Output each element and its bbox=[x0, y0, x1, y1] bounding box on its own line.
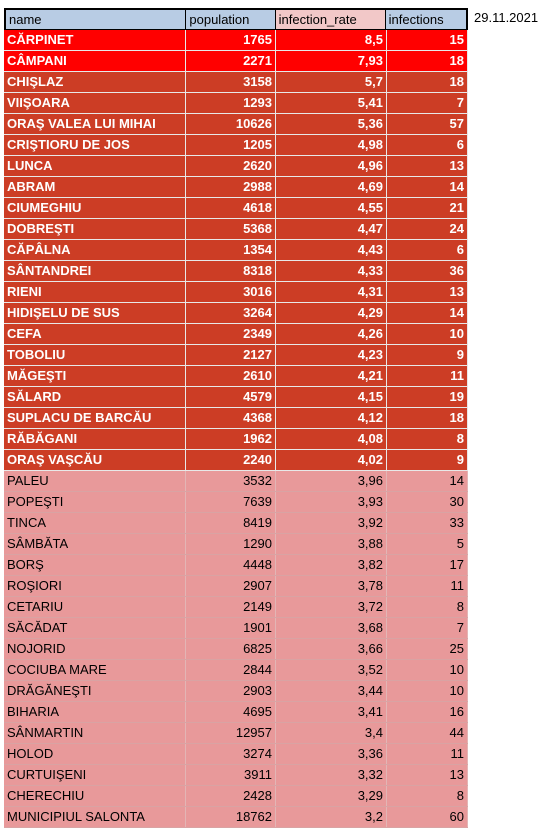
cell-name[interactable]: CIUMEGHIU bbox=[4, 198, 186, 218]
cell-name[interactable]: CĂPÂLNA bbox=[4, 240, 186, 260]
table-row bbox=[4, 261, 468, 282]
cell-infection-rate[interactable]: 3,4 bbox=[276, 723, 387, 743]
cell-infection-rate[interactable]: 4,23 bbox=[276, 345, 387, 365]
cell-infections[interactable]: 9 bbox=[387, 450, 468, 470]
cell-population[interactable]: 18762 bbox=[186, 807, 276, 827]
cell-infection-rate[interactable]: 4,33 bbox=[276, 261, 387, 281]
cell-name[interactable]: SUPLACU DE BARCĂU bbox=[4, 408, 186, 428]
cell-population[interactable]: 10626 bbox=[186, 114, 276, 134]
cell-population[interactable]: 2907 bbox=[186, 576, 276, 596]
table-row bbox=[4, 618, 468, 639]
cell-population[interactable]: 2271 bbox=[186, 51, 276, 71]
cell-infections[interactable]: 11 bbox=[387, 744, 468, 764]
cell-population[interactable]: 1293 bbox=[186, 93, 276, 113]
cell-name[interactable]: SÂNTANDREI bbox=[4, 261, 186, 281]
cell-infections[interactable]: 57 bbox=[387, 114, 468, 134]
table-row bbox=[4, 156, 468, 177]
cell-population[interactable]: 1290 bbox=[186, 534, 276, 554]
cell-infections[interactable]: 25 bbox=[387, 639, 468, 659]
cell-population[interactable]: 1901 bbox=[186, 618, 276, 638]
table-row bbox=[4, 408, 468, 429]
cell-name[interactable]: SÂMBĂTA bbox=[4, 534, 186, 554]
cell-infection-rate[interactable]: 4,96 bbox=[276, 156, 387, 176]
cell-population[interactable]: 4618 bbox=[186, 198, 276, 218]
table-row bbox=[4, 324, 468, 345]
cell-infections[interactable]: 18 bbox=[387, 72, 468, 92]
cell-name[interactable]: SĂCĂDAT bbox=[4, 618, 186, 638]
table-row bbox=[4, 135, 468, 156]
cell-population[interactable]: 2844 bbox=[186, 660, 276, 680]
cell-infection-rate[interactable]: 3,36 bbox=[276, 744, 387, 764]
cell-infection-rate[interactable]: 5,7 bbox=[276, 72, 387, 92]
cell-name[interactable]: DRĂGĂNEŞTI bbox=[4, 681, 186, 701]
cell-population[interactable]: 2903 bbox=[186, 681, 276, 701]
cell-infections[interactable]: 9 bbox=[387, 345, 468, 365]
cell-name[interactable]: SĂLARD bbox=[4, 387, 186, 407]
cell-population[interactable]: 8318 bbox=[186, 261, 276, 281]
cell-infections[interactable]: 10 bbox=[387, 681, 468, 701]
cell-name[interactable]: ORAŞ VAŞCĂU bbox=[4, 450, 186, 470]
cell-infection-rate[interactable]: 3,96 bbox=[276, 471, 387, 491]
cell-infections[interactable]: 14 bbox=[387, 303, 468, 323]
cell-name[interactable]: BORŞ bbox=[4, 555, 186, 575]
cell-name[interactable]: CÂMPANI bbox=[4, 51, 186, 71]
table-row bbox=[4, 303, 468, 324]
cell-name[interactable]: COCIUBA MARE bbox=[4, 660, 186, 680]
cell-infection-rate[interactable]: 3,52 bbox=[276, 660, 387, 680]
cell-infections[interactable]: 18 bbox=[387, 408, 468, 428]
table-body bbox=[4, 30, 468, 828]
cell-infection-rate[interactable]: 3,44 bbox=[276, 681, 387, 701]
cell-infections[interactable]: 16 bbox=[387, 702, 468, 722]
cell-infections[interactable]: 14 bbox=[387, 471, 468, 491]
table-row bbox=[4, 282, 468, 303]
table-row bbox=[4, 93, 468, 114]
cell-infection-rate[interactable]: 8,5 bbox=[276, 30, 387, 50]
cell-name[interactable]: CĂRPINET bbox=[4, 30, 186, 50]
cell-infection-rate[interactable]: 3,72 bbox=[276, 597, 387, 617]
table-row bbox=[4, 513, 468, 534]
cell-infection-rate[interactable]: 4,29 bbox=[276, 303, 387, 323]
cell-infections[interactable]: 7 bbox=[387, 618, 468, 638]
table-row bbox=[4, 51, 468, 72]
table-row bbox=[4, 534, 468, 555]
cell-infection-rate[interactable]: 5,41 bbox=[276, 93, 387, 113]
cell-name[interactable]: HOLOD bbox=[4, 744, 186, 764]
cell-population[interactable]: 2620 bbox=[186, 156, 276, 176]
table-row bbox=[4, 597, 468, 618]
table-row bbox=[4, 387, 468, 408]
cell-infection-rate[interactable]: 7,93 bbox=[276, 51, 387, 71]
cell-name[interactable]: ORAŞ VALEA LUI MIHAI bbox=[4, 114, 186, 134]
table-row bbox=[4, 30, 468, 51]
cell-infection-rate[interactable]: 3,66 bbox=[276, 639, 387, 659]
table-row bbox=[4, 492, 468, 513]
cell-name[interactable]: CHIŞLAZ bbox=[4, 72, 186, 92]
cell-infection-rate[interactable]: 4,43 bbox=[276, 240, 387, 260]
cell-population[interactable]: 2988 bbox=[186, 177, 276, 197]
cell-infection-rate[interactable]: 4,02 bbox=[276, 450, 387, 470]
cell-infection-rate[interactable]: 4,15 bbox=[276, 387, 387, 407]
cell-infections[interactable]: 30 bbox=[387, 492, 468, 512]
date-cell[interactable]: 29.11.2021 bbox=[474, 10, 539, 25]
column-header-infection-rate[interactable]: infection_rate bbox=[276, 10, 386, 29]
cell-population[interactable]: 5368 bbox=[186, 219, 276, 239]
table-row bbox=[4, 177, 468, 198]
cell-infection-rate[interactable]: 3,68 bbox=[276, 618, 387, 638]
cell-infection-rate[interactable]: 3,82 bbox=[276, 555, 387, 575]
table-row bbox=[4, 114, 468, 135]
cell-infection-rate[interactable]: 3,78 bbox=[276, 576, 387, 596]
spreadsheet-table bbox=[4, 8, 468, 828]
cell-infection-rate[interactable]: 4,08 bbox=[276, 429, 387, 449]
table-row bbox=[4, 219, 468, 240]
cell-name[interactable]: TOBOLIU bbox=[4, 345, 186, 365]
cell-name[interactable]: LUNCA bbox=[4, 156, 186, 176]
cell-population[interactable]: 1354 bbox=[186, 240, 276, 260]
table-row bbox=[4, 807, 468, 828]
table-row bbox=[4, 639, 468, 660]
cell-infections[interactable]: 11 bbox=[387, 366, 468, 386]
cell-population[interactable]: 4579 bbox=[186, 387, 276, 407]
cell-infection-rate[interactable]: 3,88 bbox=[276, 534, 387, 554]
cell-infection-rate[interactable]: 3,92 bbox=[276, 513, 387, 533]
cell-name[interactable]: MĂGEŞTI bbox=[4, 366, 186, 386]
cell-population[interactable]: 2240 bbox=[186, 450, 276, 470]
cell-population[interactable]: 2149 bbox=[186, 597, 276, 617]
cell-name[interactable]: PALEU bbox=[4, 471, 186, 491]
cell-name[interactable]: NOJORID bbox=[4, 639, 186, 659]
table-row bbox=[4, 240, 468, 261]
cell-population[interactable]: 2349 bbox=[186, 324, 276, 344]
cell-infections[interactable]: 36 bbox=[387, 261, 468, 281]
cell-name[interactable]: BIHARIA bbox=[4, 702, 186, 722]
table-row bbox=[4, 744, 468, 765]
cell-infections[interactable]: 33 bbox=[387, 513, 468, 533]
cell-infection-rate[interactable]: 4,69 bbox=[276, 177, 387, 197]
cell-population[interactable]: 3532 bbox=[186, 471, 276, 491]
cell-infection-rate[interactable]: 4,26 bbox=[276, 324, 387, 344]
cell-infection-rate[interactable]: 3,93 bbox=[276, 492, 387, 512]
cell-population[interactable]: 1765 bbox=[186, 30, 276, 50]
cell-population[interactable]: 1205 bbox=[186, 135, 276, 155]
cell-population[interactable]: 2127 bbox=[186, 345, 276, 365]
column-header-population[interactable]: population bbox=[186, 10, 275, 29]
cell-population[interactable]: 1962 bbox=[186, 429, 276, 449]
cell-population[interactable]: 4368 bbox=[186, 408, 276, 428]
cell-name[interactable]: CURTUIŞENI bbox=[4, 765, 186, 785]
cell-infections[interactable]: 13 bbox=[387, 282, 468, 302]
cell-name[interactable]: MUNICIPIUL SALONTA bbox=[4, 807, 186, 827]
table-row bbox=[4, 660, 468, 681]
cell-infections[interactable]: 44 bbox=[387, 723, 468, 743]
cell-name[interactable]: CHERECHIU bbox=[4, 786, 186, 806]
cell-name[interactable]: DOBREŞTI bbox=[4, 219, 186, 239]
cell-population[interactable]: 3911 bbox=[186, 765, 276, 785]
cell-infections[interactable]: 19 bbox=[387, 387, 468, 407]
cell-infection-rate[interactable]: 3,29 bbox=[276, 786, 387, 806]
cell-infection-rate[interactable]: 3,2 bbox=[276, 807, 387, 827]
cell-infections[interactable]: 5 bbox=[387, 534, 468, 554]
cell-infections[interactable]: 18 bbox=[387, 51, 468, 71]
cell-infections[interactable]: 11 bbox=[387, 576, 468, 596]
table-row bbox=[4, 72, 468, 93]
cell-population[interactable]: 3274 bbox=[186, 744, 276, 764]
cell-name[interactable]: POPEŞTI bbox=[4, 492, 186, 512]
column-header-infections[interactable]: infections bbox=[386, 10, 466, 29]
cell-infections[interactable]: 60 bbox=[387, 807, 468, 827]
cell-infections[interactable]: 10 bbox=[387, 660, 468, 680]
cell-population[interactable]: 3016 bbox=[186, 282, 276, 302]
cell-name[interactable]: TINCA bbox=[4, 513, 186, 533]
cell-name[interactable]: CEFA bbox=[4, 324, 186, 344]
cell-name[interactable]: CRIŞTIORU DE JOS bbox=[4, 135, 186, 155]
cell-infection-rate[interactable]: 4,47 bbox=[276, 219, 387, 239]
table-row bbox=[4, 765, 468, 786]
table-row bbox=[4, 366, 468, 387]
cell-infections[interactable]: 8 bbox=[387, 786, 468, 806]
cell-infection-rate[interactable]: 4,21 bbox=[276, 366, 387, 386]
cell-name[interactable]: CETARIU bbox=[4, 597, 186, 617]
cell-population[interactable]: 6825 bbox=[186, 639, 276, 659]
table-row bbox=[4, 429, 468, 450]
cell-population[interactable]: 3158 bbox=[186, 72, 276, 92]
header-row bbox=[4, 8, 468, 30]
table-row bbox=[4, 786, 468, 807]
cell-population[interactable]: 12957 bbox=[186, 723, 276, 743]
cell-infections[interactable]: 6 bbox=[387, 135, 468, 155]
table-row bbox=[4, 702, 468, 723]
cell-infection-rate[interactable]: 3,32 bbox=[276, 765, 387, 785]
cell-infections[interactable]: 17 bbox=[387, 555, 468, 575]
cell-infection-rate[interactable]: 5,36 bbox=[276, 114, 387, 134]
table-row bbox=[4, 471, 468, 492]
cell-infections[interactable]: 8 bbox=[387, 597, 468, 617]
cell-infections[interactable]: 13 bbox=[387, 765, 468, 785]
cell-infection-rate[interactable]: 4,12 bbox=[276, 408, 387, 428]
cell-name[interactable]: ABRAM bbox=[4, 177, 186, 197]
table-row bbox=[4, 681, 468, 702]
table-row bbox=[4, 345, 468, 366]
cell-name[interactable]: HIDIŞELU DE SUS bbox=[4, 303, 186, 323]
cell-name[interactable]: VIIŞOARA bbox=[4, 93, 186, 113]
cell-infections[interactable]: 14 bbox=[387, 177, 468, 197]
cell-population[interactable]: 2610 bbox=[186, 366, 276, 386]
cell-name[interactable]: ROŞIORI bbox=[4, 576, 186, 596]
cell-name[interactable]: RIENI bbox=[4, 282, 186, 302]
cell-name[interactable]: RĂBĂGANI bbox=[4, 429, 186, 449]
cell-infections[interactable]: 6 bbox=[387, 240, 468, 260]
cell-infection-rate[interactable]: 4,55 bbox=[276, 198, 387, 218]
table-row bbox=[4, 576, 468, 597]
cell-infections[interactable]: 13 bbox=[387, 156, 468, 176]
cell-population[interactable]: 7639 bbox=[186, 492, 276, 512]
table-row bbox=[4, 198, 468, 219]
table-row bbox=[4, 450, 468, 471]
cell-infections[interactable]: 24 bbox=[387, 219, 468, 239]
cell-population[interactable]: 4695 bbox=[186, 702, 276, 722]
cell-infection-rate[interactable]: 4,31 bbox=[276, 282, 387, 302]
cell-infections[interactable]: 21 bbox=[387, 198, 468, 218]
column-header-name[interactable]: name bbox=[6, 10, 186, 29]
cell-population[interactable]: 4448 bbox=[186, 555, 276, 575]
cell-infections[interactable]: 7 bbox=[387, 93, 468, 113]
cell-infection-rate[interactable]: 4,98 bbox=[276, 135, 387, 155]
cell-population[interactable]: 2428 bbox=[186, 786, 276, 806]
cell-population[interactable]: 8419 bbox=[186, 513, 276, 533]
cell-infections[interactable]: 8 bbox=[387, 429, 468, 449]
cell-infections[interactable]: 10 bbox=[387, 324, 468, 344]
cell-infections[interactable]: 15 bbox=[387, 30, 468, 50]
table-row bbox=[4, 723, 468, 744]
cell-population[interactable]: 3264 bbox=[186, 303, 276, 323]
cell-infection-rate[interactable]: 3,41 bbox=[276, 702, 387, 722]
table-row bbox=[4, 555, 468, 576]
cell-name[interactable]: SÂNMARTIN bbox=[4, 723, 186, 743]
